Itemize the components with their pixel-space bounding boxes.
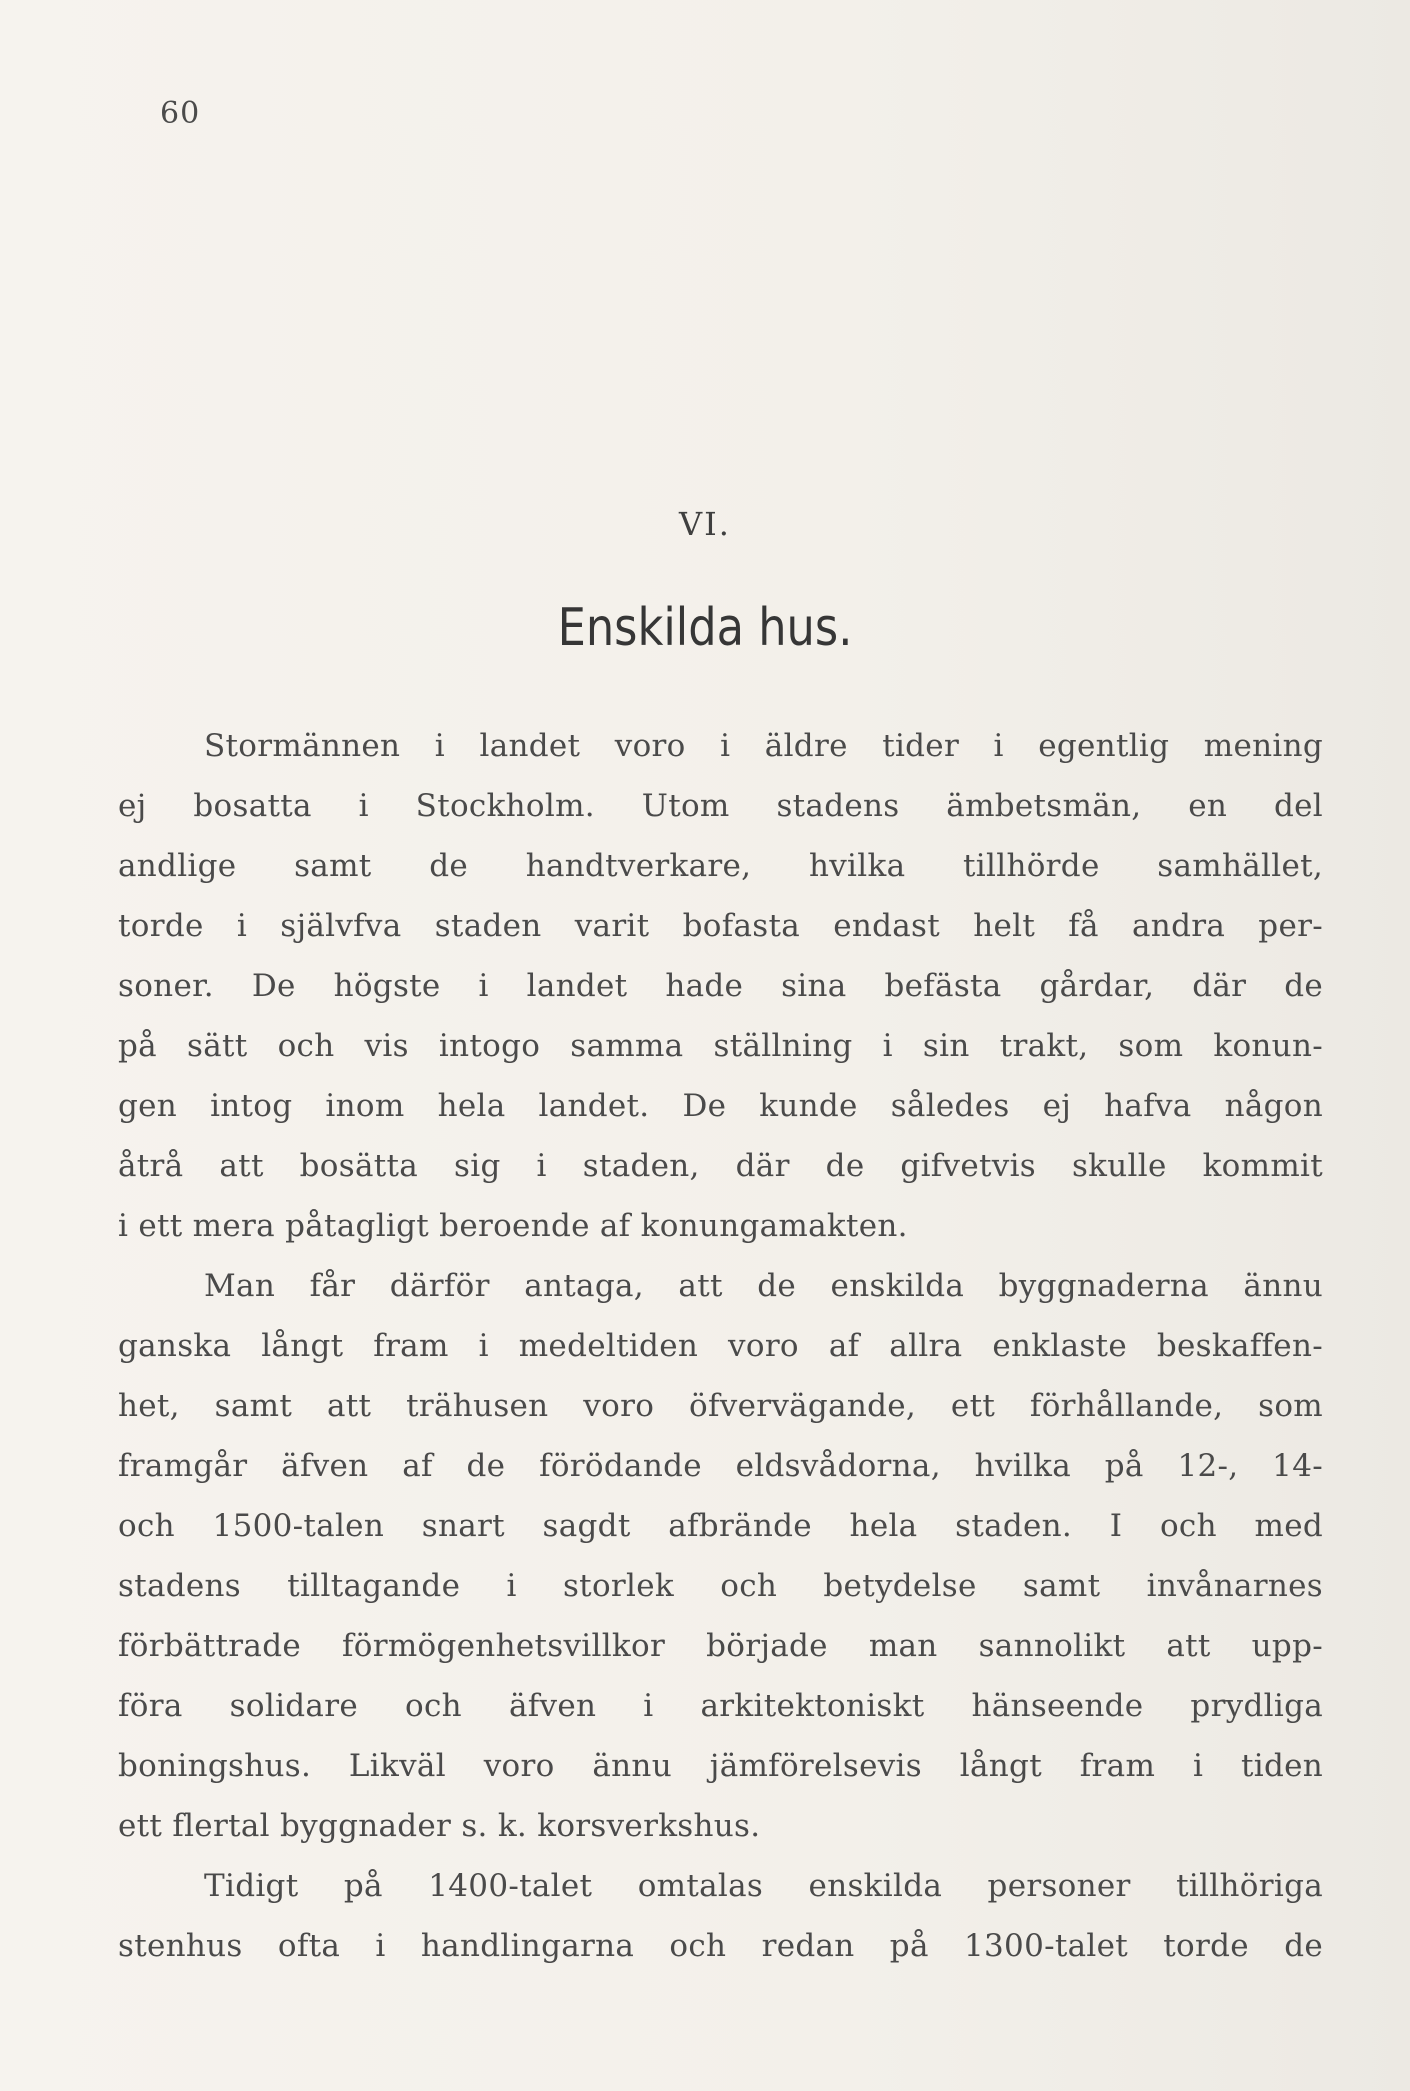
text-line: stenhus ofta i handlingarna och redan på 1300-talet torde de	[118, 1928, 1323, 1964]
text-line: och 1500-talen snart sagdt afbrände hela staden. I och med	[118, 1508, 1323, 1544]
chapter-title: Enskilda hus.	[557, 598, 853, 658]
text-line: förbättrade förmögenhetsvillkor började man sannolikt att upp-	[118, 1628, 1323, 1664]
text-line: åtrå att bosätta sig i staden, där de gifvetvis skulle kommit	[118, 1148, 1323, 1184]
page-number: 60	[160, 96, 201, 131]
text-line: ett flertal byggnader s. k. korsverkshus.	[118, 1808, 761, 1844]
text-line: Stormännen i landet voro i äldre tider i egentlig mening	[204, 728, 1323, 764]
text-line: ganska långt fram i medeltiden voro af allra enklaste beskaffen-	[118, 1328, 1323, 1364]
text-line: soner. De högste i landet hade sina befästa gårdar, där de	[118, 968, 1323, 1004]
text-line: på sätt och vis intogo samma ställning i sin trakt, som konun-	[118, 1028, 1323, 1064]
text-line: i ett mera påtagligt beroende af konungamakten.	[118, 1208, 908, 1244]
text-line: föra solidare och äfven i arkitektoniskt hänseende prydliga	[118, 1688, 1323, 1724]
body-text	[118, 716, 1323, 1976]
text-line: gen intog inom hela landet. De kunde således ej hafva någon	[118, 1088, 1323, 1124]
text-line: boningshus. Likväl voro ännu jämförelsevis långt fram i tiden	[118, 1748, 1323, 1784]
chapter-number: VI.	[679, 505, 731, 543]
text-line: stadens tilltagande i storlek och betydelse samt invånarnes	[118, 1568, 1323, 1604]
text-line: framgår äfven af de förödande eldsvådorna, hvilka på 12-, 14-	[118, 1448, 1323, 1484]
text-line: Man får därför antaga, att de enskilda byggnaderna ännu	[204, 1268, 1323, 1304]
text-line: Tidigt på 1400-talet omtalas enskilda personer tillhöriga	[204, 1868, 1323, 1904]
text-line: ej bosatta i Stockholm. Utom stadens ämbetsmän, en del	[118, 788, 1323, 824]
text-line: andlige samt de handtverkare, hvilka tillhörde samhället,	[118, 848, 1323, 884]
text-line: torde i självfva staden varit bofasta endast helt få andra per-	[118, 908, 1323, 944]
text-line: het, samt att trähusen voro öfvervägande, ett förhållande, som	[118, 1388, 1323, 1424]
